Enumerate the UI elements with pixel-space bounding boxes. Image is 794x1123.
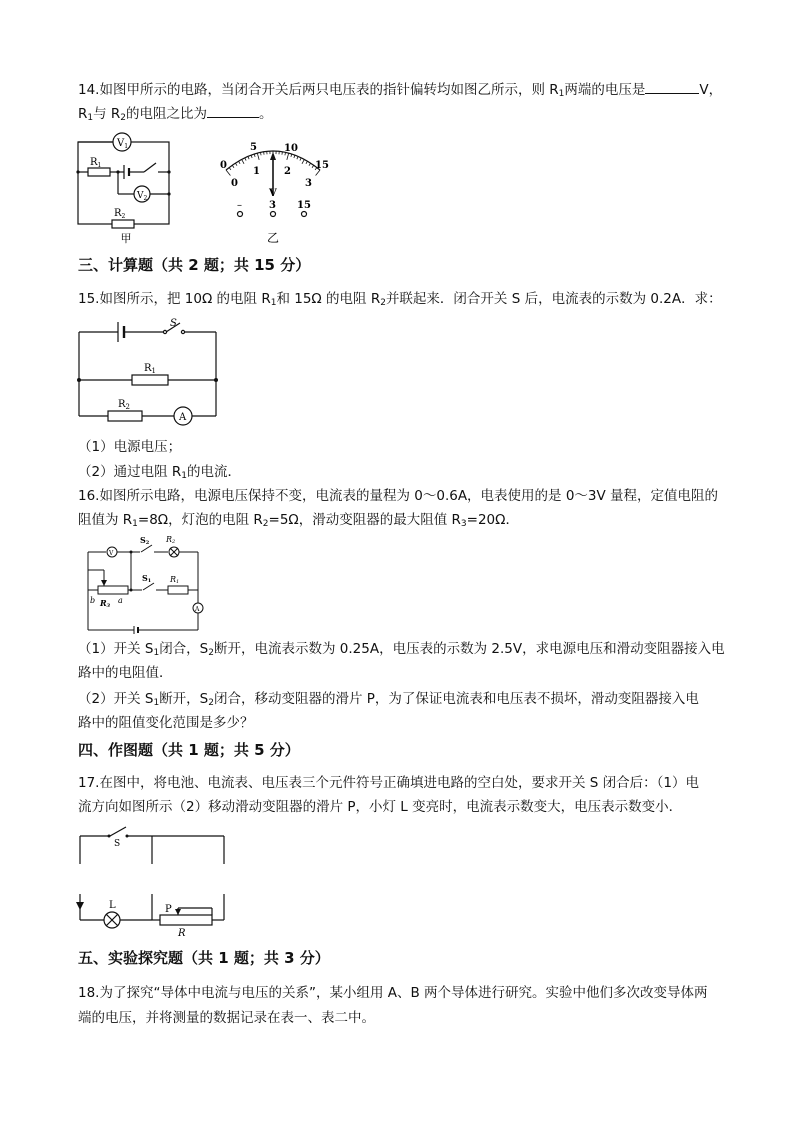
q14-line1: 14.如图甲所示的电路，当闭合开关后两只电压表的指针偏转均如图乙所示，则 $R_1$两端的电压是 V， <box>78 79 718 104</box>
dial-tick <box>251 155 252 158</box>
q16-part1-line1: （1）开关 $S_1$闭合，$S_2$断开，电流表示数为 0.25A，电压表的示数为 2.5V，求电源电压和滑动变阻器接入电 <box>78 641 725 658</box>
terminal-15: 15 <box>297 200 311 211</box>
dial-tick <box>300 158 301 161</box>
terminal-minus: – <box>237 200 242 211</box>
lamp-l-label: L <box>109 900 116 911</box>
v2-label: $V_2$ <box>137 191 148 202</box>
r2-label: R2 <box>166 535 176 545</box>
section-5-title: 五、实验探究题（共 1 题；共 3 分） <box>78 949 330 967</box>
q15-part2: （2）通过电阻 $R_1$的电流． <box>78 464 241 481</box>
section-3-title: 三、计算题（共 2 题；共 15 分） <box>78 256 311 274</box>
unit-v: V <box>269 188 277 199</box>
dial-tick <box>245 158 246 161</box>
answer-blank-voltage[interactable] <box>645 79 699 94</box>
q14-line2: $R_1$与 $R_2$的电阻之比为 。 <box>78 103 718 128</box>
dial-tick <box>257 153 259 160</box>
s1-label: S1 <box>142 573 152 584</box>
q17-line2: 流方向如图所示（2）移动滑动变阻器的滑片 P，小灯 L 变亮时，电流表示数变大，电压表示数变小． <box>78 799 683 815</box>
dial-tick <box>294 155 295 158</box>
slider-p-label: P <box>165 904 172 915</box>
terminal-3-post <box>271 212 276 217</box>
top-tick-10: 10 <box>284 143 298 154</box>
q17-line1: 17.在图中，将电池、电流表、电压表三个元件符号正确填进电路的空白处，要求开关 S 闭合后：（1）电 <box>78 775 699 791</box>
q16-part1-line2: 路中的电阻值． <box>78 665 173 681</box>
ammeter-label: A <box>195 606 200 613</box>
q16-line2: 阻值为 $R_1=8\Omega$，灯泡的电阻 $R_2=5\Omega$，滑动变阻器的最大阻值 $R_3=20\Omega$． <box>78 512 519 529</box>
b-label: b <box>90 596 96 605</box>
v1-label: $V_1$ <box>117 138 129 150</box>
slider-arrow-icon <box>101 580 107 586</box>
current-direction-arrow-icon <box>76 902 84 910</box>
section-4-title: 四、作图题（共 1 题；共 5 分） <box>78 741 300 759</box>
slider-arrow-icon <box>175 909 181 915</box>
switch-s-label: S <box>170 318 177 329</box>
dial-tick <box>235 163 237 166</box>
r3-label: R3 <box>100 598 111 609</box>
dial-tick <box>229 168 231 170</box>
voltmeter-label: V <box>109 550 114 557</box>
q15-part1: （1）电源电压； <box>78 439 182 455</box>
terminal-3: 3 <box>269 200 276 211</box>
q16-figure-circuit <box>84 534 208 636</box>
dial-tick <box>239 161 241 164</box>
dial-tick <box>254 154 255 157</box>
q18-line1: 18.为了探究“导体中电流与电压的关系”，某小组用 A、B 两个导体进行研究。实验中他们多次改变导体两 <box>78 985 708 1001</box>
q14-figure-voltmeter-dial <box>212 130 334 246</box>
dial-tick <box>306 161 308 164</box>
dial-tick <box>291 154 292 157</box>
dial-tick <box>297 156 298 159</box>
ammeter-label: A <box>179 412 187 423</box>
q16-part2-line2: 路中的阻值变化范围是多少？ <box>78 715 254 731</box>
caption-yi: 乙 <box>266 231 280 245</box>
dial-tick <box>312 165 314 167</box>
answer-blank-ratio[interactable] <box>207 103 259 118</box>
needle-arrow-icon <box>270 152 276 160</box>
q18-line2: 端的电压，并将测量的数据记录在表一、表二中。 <box>78 1010 375 1026</box>
rheostat-r-label: R <box>178 928 186 939</box>
q16-part2-line1: （2）开关 $S_1$断开，$S_2$闭合，移动变阻器的滑片 P，为了保证电流表和电压表不损坏，滑动变阻器接入电 <box>78 691 699 708</box>
r2-label: $R_2$ <box>118 399 130 411</box>
r1-label: $R_1$ <box>90 157 102 169</box>
dial-tick <box>287 153 289 160</box>
top-tick-0: 0 <box>220 160 227 171</box>
r1-label: R1 <box>170 575 180 585</box>
bottom-tick-3: 3 <box>305 178 312 189</box>
dial-tick <box>242 159 244 163</box>
bottom-tick-0: 0 <box>231 178 238 189</box>
top-tick-5: 5 <box>250 142 257 153</box>
q14-figure-circuit-a <box>76 128 176 246</box>
s2-label: S2 <box>140 535 150 546</box>
bottom-tick-2: 2 <box>284 166 291 177</box>
q15-figure-parallel-circuit <box>76 314 222 428</box>
switch-s-label: S <box>114 839 121 849</box>
a-label: a <box>118 596 123 605</box>
dial-tick <box>309 163 311 166</box>
bottom-tick-1: 1 <box>253 166 260 177</box>
top-tick-15: 15 <box>315 160 329 171</box>
q15-stem: 15.如图所示，把 10Ω 的电阻 $R_1$和 15Ω 的电阻 $R_2$并联起来．闭合开关 S 后，电流表的示数为 0.2A．求： <box>78 291 722 308</box>
q17-figure-circuit <box>72 824 232 940</box>
q16-line1: 16.如图所示电路，电源电压保持不变，电流表的量程为 0～0.6A，电表使用的是 0～3V 量程，定值电阻的 <box>78 488 719 504</box>
dial-tick <box>248 156 249 159</box>
caption-jia: 甲 <box>120 232 132 245</box>
r1-label: $R_1$ <box>144 363 156 375</box>
terminal-minus-post <box>238 212 243 217</box>
r2-label: $R_2$ <box>114 208 126 220</box>
dial-tick <box>232 165 234 167</box>
dial-tick <box>302 159 304 163</box>
terminal-15-post <box>302 212 307 217</box>
